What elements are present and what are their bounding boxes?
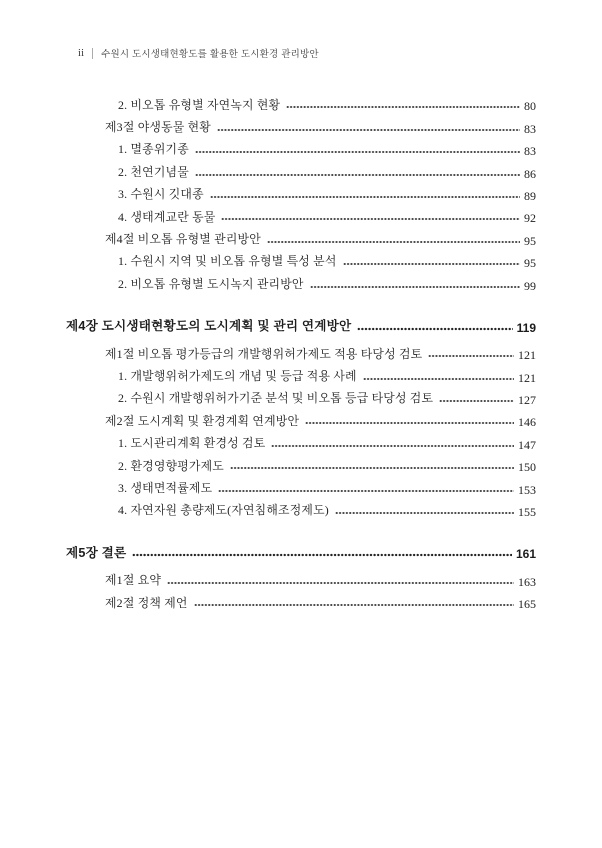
toc-row <box>66 431 536 453</box>
toc-row <box>66 342 536 364</box>
toc-entry-label: 제5장 결론 <box>66 545 127 560</box>
toc-entry-label: 제2절 정책 제언 <box>105 595 188 610</box>
toc-page-number: 121 <box>518 348 536 363</box>
toc-leader-dots <box>195 172 520 178</box>
toc-leader-dots <box>335 510 514 516</box>
toc-leader-dots <box>210 194 520 200</box>
toc-row <box>66 499 536 521</box>
toc-leader-dots <box>286 104 520 110</box>
toc-leader-dots <box>230 465 514 471</box>
toc-page-number: 95 <box>524 256 536 271</box>
toc-entry-label: 제3절 야생동물 현황 <box>105 120 211 135</box>
toc-row <box>66 409 536 431</box>
toc-leader-dots <box>310 284 520 290</box>
toc-row <box>66 364 536 386</box>
toc-row <box>66 227 536 249</box>
toc-leader-dots <box>217 127 520 133</box>
toc-page-number: 163 <box>518 574 536 589</box>
toc-page-number: 89 <box>524 188 536 203</box>
toc-block <box>66 93 536 295</box>
toc-entry-label: 2. 환경영향평가제도 <box>118 458 224 473</box>
toc-leader-dots <box>343 261 520 267</box>
toc-leader-dots <box>428 353 514 359</box>
toc-leader-dots <box>167 580 514 586</box>
toc-page-number: 155 <box>518 505 536 520</box>
toc-entry-label: 1. 수원시 지역 및 비오톱 유형별 특성 분석 <box>118 254 337 269</box>
running-title: 수원시 도시생태현황도를 활용한 도시환경 관리방안 <box>101 49 319 60</box>
toc-leader-dots <box>305 420 514 426</box>
toc-page-number: 153 <box>518 482 536 497</box>
toc-page-number: 150 <box>518 460 536 475</box>
toc-entry-label: 3. 생태면적률제도 <box>118 480 213 495</box>
toc-leader-dots <box>194 602 514 608</box>
toc-row <box>66 272 536 294</box>
toc-row <box>66 315 536 337</box>
toc-entry-label: 1. 개발행위허가제도의 개념 및 등급 적용 사례 <box>118 369 357 383</box>
toc-page-number: 127 <box>518 393 536 408</box>
toc-row <box>66 476 536 498</box>
toc-entry-label: 제1절 비오톱 평가등급의 개발행위허가제도 적용 타당성 검토 <box>105 346 423 361</box>
toc-leader-dots <box>132 552 512 558</box>
toc-row <box>66 387 536 409</box>
toc-page-number: 119 <box>516 320 536 335</box>
toc-page-number: 146 <box>518 415 536 430</box>
toc-page-number: 161 <box>515 547 536 562</box>
toc-row <box>66 541 536 563</box>
toc-entry-label: 제4절 비오톱 유형별 관리방안 <box>105 232 261 247</box>
toc-page-number: 92 <box>524 211 536 226</box>
toc-page-number: 83 <box>524 121 536 136</box>
toc-row <box>66 138 536 160</box>
toc-leader-dots <box>271 443 514 449</box>
toc-page-number: 165 <box>518 597 536 612</box>
toc-entry-label: 제1절 요약 <box>105 573 162 588</box>
toc-entry-label: 2. 천연기념물 <box>118 164 189 179</box>
toc-page-number: 121 <box>518 370 536 385</box>
toc-row <box>66 205 536 227</box>
toc-row <box>66 115 536 137</box>
toc-page-number: 80 <box>524 99 536 114</box>
page-header <box>78 46 319 60</box>
toc-leader-dots <box>357 326 512 332</box>
toc-row <box>66 454 536 476</box>
toc-row <box>66 250 536 272</box>
toc-page-number: 99 <box>524 278 536 293</box>
toc-entry-label: 3. 수원시 깃대종 <box>118 187 204 202</box>
toc-entry-label: 4. 자연자원 총량제도(자연침해조정제도) <box>118 503 329 518</box>
toc-entry-label: 2. 수원시 개발행위허가기준 분석 및 비오톱 등급 타당성 검토 <box>118 391 434 406</box>
toc-leader-dots <box>439 398 514 404</box>
toc-page-number: 147 <box>518 437 536 452</box>
toc-leader-dots <box>267 239 520 245</box>
toc-entry-label: 2. 비오톱 유형별 자연녹지 현황 <box>118 97 281 112</box>
toc-row <box>66 591 536 613</box>
toc-block <box>66 541 536 613</box>
toc-page-number: 86 <box>524 166 536 181</box>
toc-leader-dots <box>221 216 520 222</box>
toc-page-number: 83 <box>524 144 536 159</box>
toc-entry-label: 4. 생태계교란 동물 <box>118 209 216 224</box>
toc-leader-dots <box>195 149 520 155</box>
page-number-folio: ii <box>78 47 85 59</box>
header-separator: | <box>91 46 95 60</box>
toc-leader-dots <box>218 488 514 494</box>
toc-row <box>66 160 536 182</box>
toc-entry-label: 1. 도시관리계획 환경성 검토 <box>118 436 266 451</box>
toc-row <box>66 93 536 115</box>
toc-entry-label: 1. 멸종위기종 <box>118 142 189 157</box>
toc <box>66 93 536 613</box>
toc-row <box>66 183 536 205</box>
toc-entry-label: 제2절 도시계획 및 환경계획 연계방안 <box>105 413 300 428</box>
toc-page-number: 95 <box>524 233 536 248</box>
toc-row <box>66 568 536 590</box>
toc-entry-label: 2. 비오톱 유형별 도시녹지 관리방안 <box>118 276 304 291</box>
toc-leader-dots <box>363 376 514 382</box>
toc-entry-label: 제4장 도시생태현황도의 도시계획 및 관리 연계방안 <box>66 319 352 334</box>
toc-block <box>66 315 536 522</box>
